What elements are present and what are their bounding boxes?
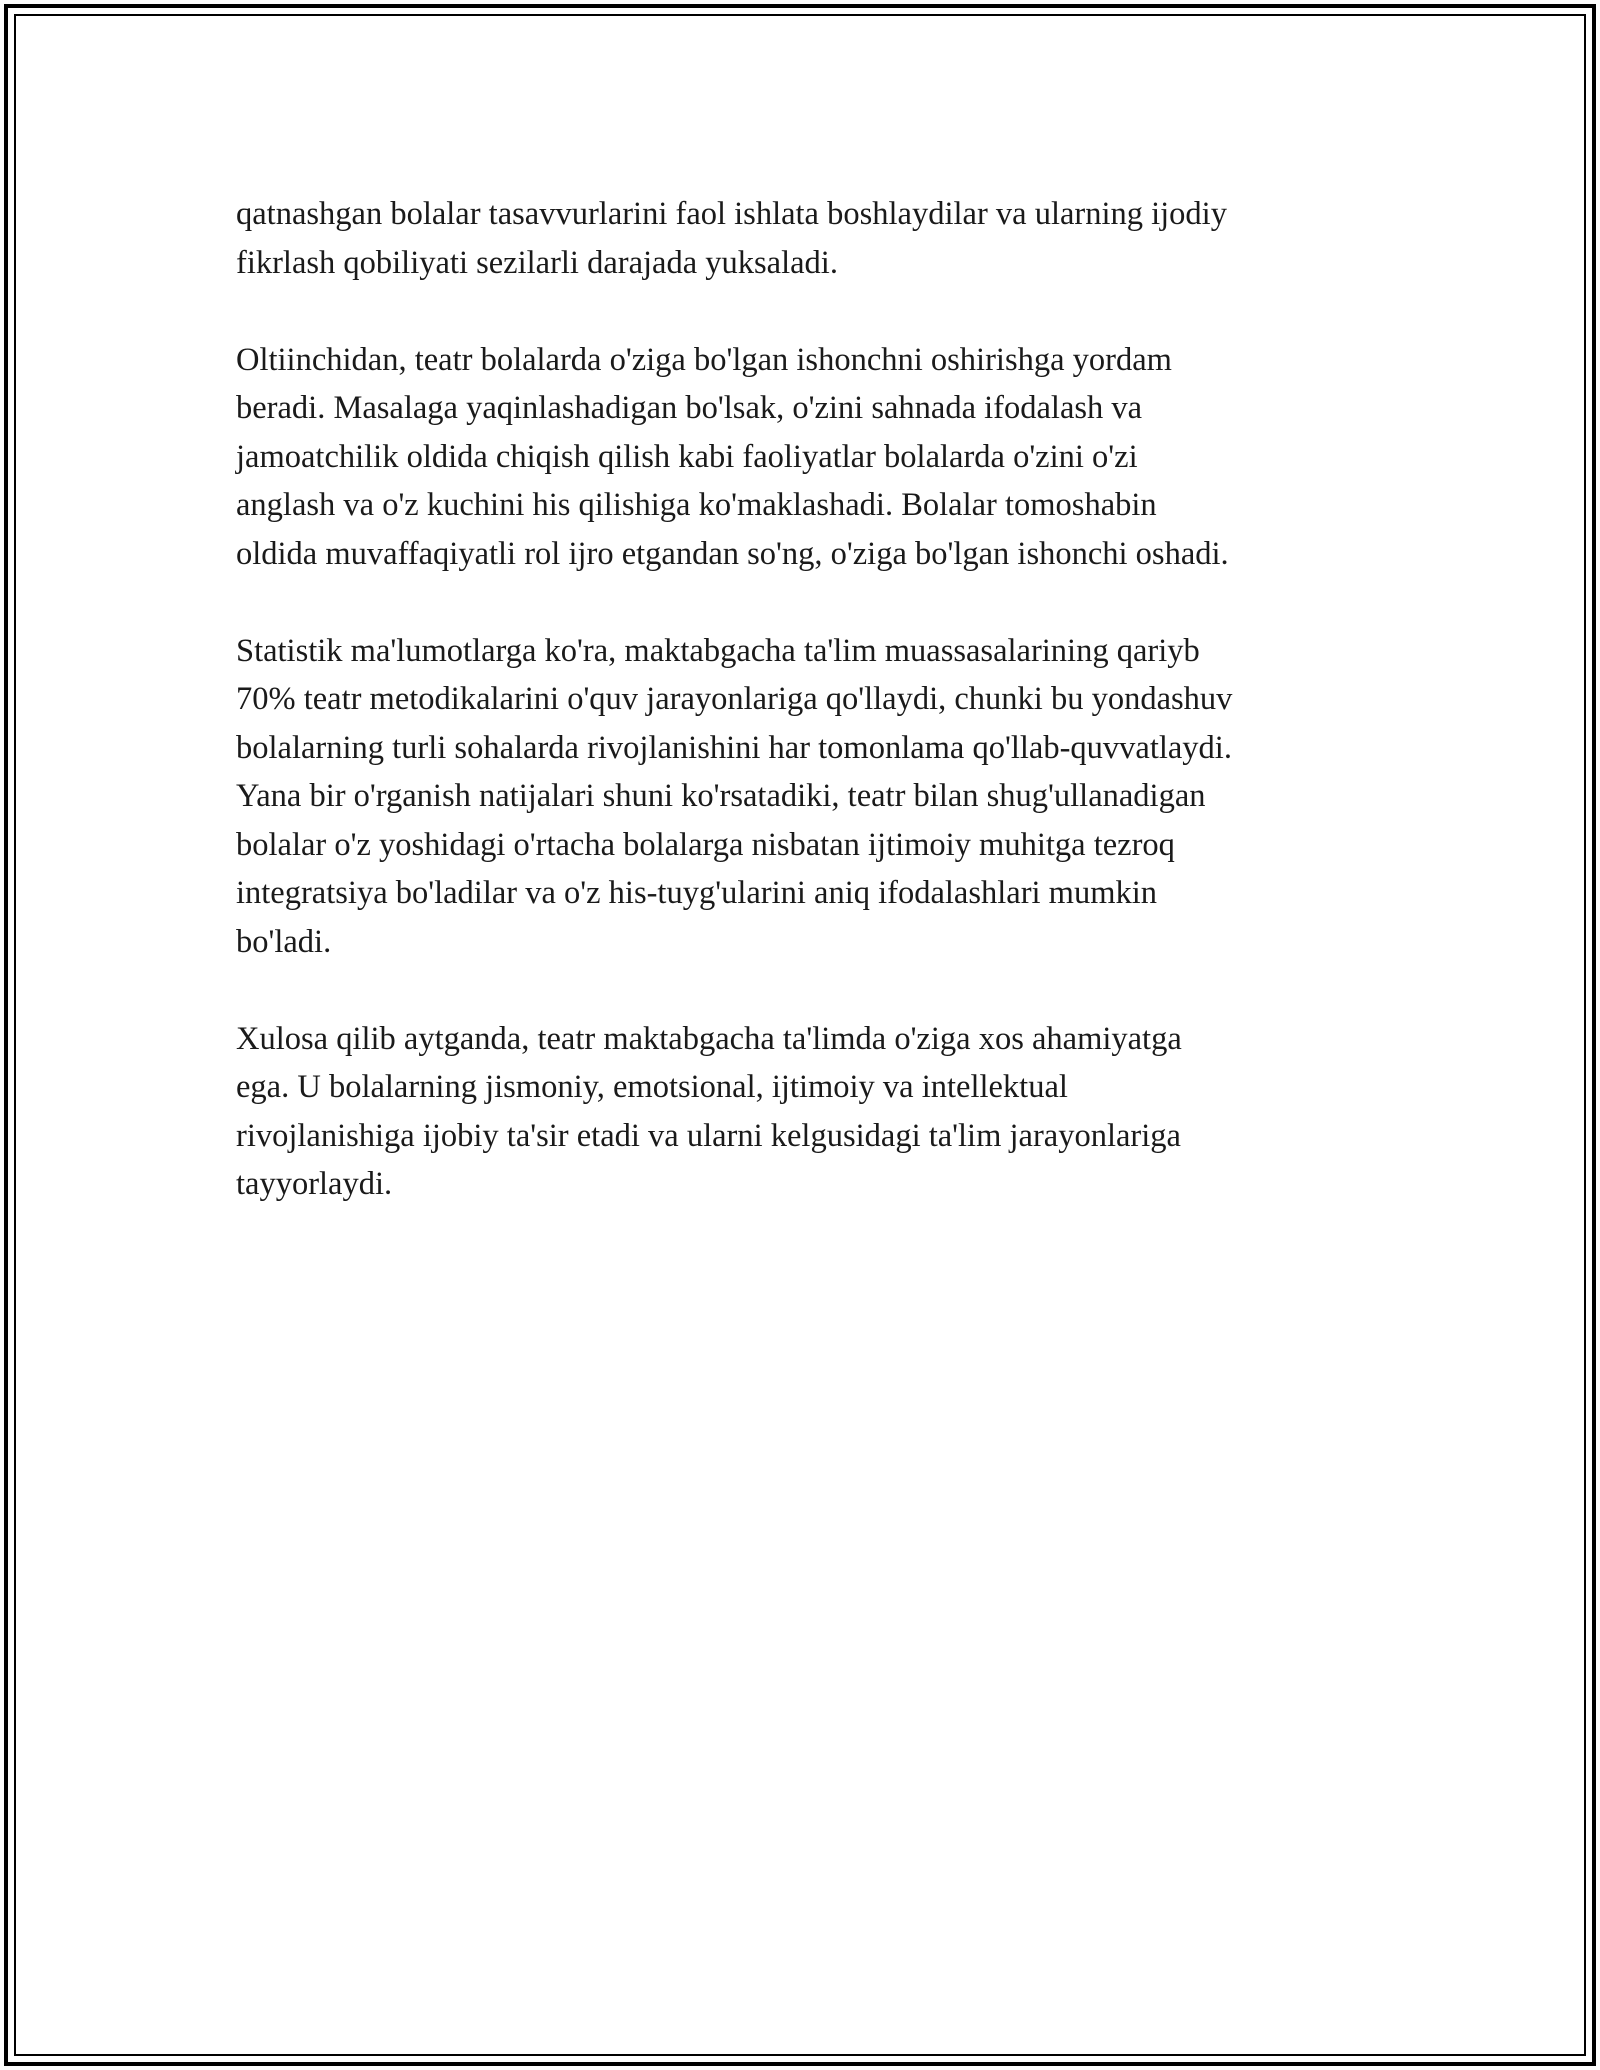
paragraph-2: Oltiinchidan, teatr bolalarda o'ziga bo'lgan ishonchni oshirishga yordam beradi. Masalaga yaqinlashadigan bo'lsak, o'zini sahnada ifodalash va jamoatchilik oldida chiqish qilish kabi faoliyatlar bolalarda o'zini o'zi anglash va o'z kuchini his qilishiga ko'maklashadi. Bolalar tomoshabin oldida muvaffaqiyatli rol ijro etgandan so'ng, o'ziga bo'lgan ishonchi oshadi. bbox=[236, 341, 1229, 572]
paragraph-1: qatnashgan bolalar tasavvurlarini faol ishlata boshlaydilar va ularning ijodiy fikrlash qobiliyati sezilarli darajada yuksaladi. bbox=[236, 196, 1227, 281]
document-body bbox=[236, 190, 1366, 1257]
paragraph-4: Xulosa qilib aytganda, teatr maktabgacha ta'limda o'ziga xos ahamiyatga ega. U bolalarning jismoniy, emotsional, ijtimoiy va intellektual rivojlanishiga ijobiy ta'sir etadi va ularni kelgusidagi ta'lim jarayonlariga tayyorlaydi. bbox=[236, 1020, 1182, 1202]
paragraph-3: Statistik ma'lumotlarga ko'ra, maktabgacha ta'lim muassasalarining qariyb 70% teatr metodikalarini o'quv jarayonlariga qo'llaydi, chunki bu yondashuv bolalarning turli sohalarda rivojlanishini har tomonlama qo'llab-quvvatlaydi. Yana bir o'rganish natijalari shuni ko'rsatadiki, teatr bilan shug'ullanadigan bolalar o'z yoshidagi o'rtacha bolalarga nisbatan ijtimoiy muhitga tezroq integratsiya bo'ladilar va o'z his-tuyg'ularini aniq ifodalashlari mumkin bo'ladi. bbox=[236, 632, 1233, 960]
